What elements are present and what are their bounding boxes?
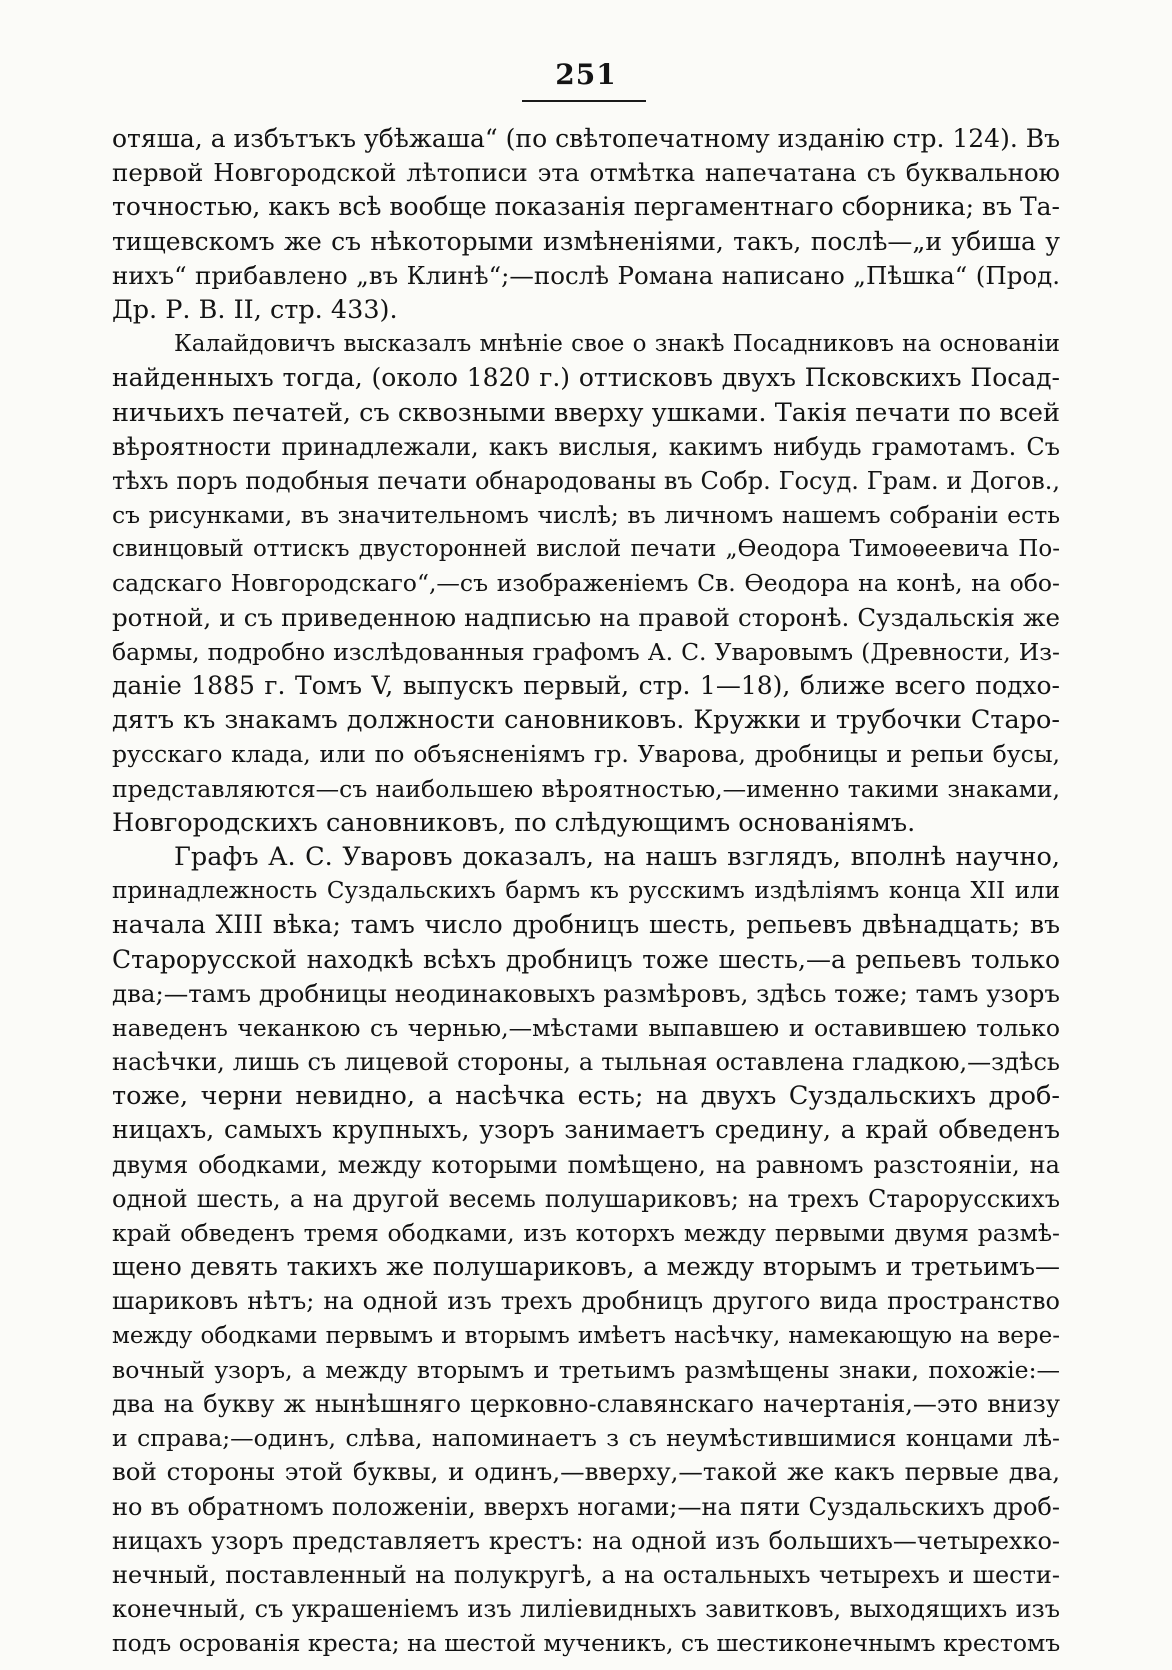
text-line: наведенъ чеканкою съ чернью,—мѣстами выпавшею и оставившею только bbox=[112, 1013, 1060, 1042]
text-line: Графъ А. С. Уваровъ доказалъ, на нашъ взглядъ, вполнѣ научно, bbox=[174, 841, 1060, 872]
text-line: нечный, поставленный на полукругѣ, а на остальныхъ четырехъ и шести- bbox=[112, 1560, 1060, 1589]
text-line: одной шесть, а на другой весемь полушариковъ; на трехъ Старорусскихъ bbox=[112, 1184, 1060, 1213]
text-line: вой стороны этой буквы, и одинъ,—вверху,—такой же какъ первые два, bbox=[112, 1457, 1060, 1487]
text-line: насѣчки, лишь съ лицевой стороны, а тыльная оставлена гладкою,—здѣсь bbox=[112, 1048, 1060, 1077]
text-line: съ рисунками, въ значительномъ числѣ; въ личномъ нашемъ собраніи есть bbox=[112, 501, 1060, 530]
page-number: 251 bbox=[555, 58, 617, 91]
text-line: вочный узоръ, а между вторымъ и третьимъ размѣщены знаки, похожіе:— bbox=[112, 1355, 1060, 1384]
text-line: даніе 1885 г. Томъ V, выпускъ первый, стр. 1—18), ближе всего подхо- bbox=[112, 671, 1060, 700]
text-line: принадлежность Суздальскихъ бармъ къ русскимъ издѣліямъ конца XII или bbox=[112, 878, 1060, 905]
text-line: вѣроятности принадлежали, какъ вислыя, какимъ нибудь грамотамъ. Съ bbox=[112, 432, 1060, 461]
text-line: бармы, подробно изслѣдованныя графомъ А. С. Уваровымъ (Древности, Из- bbox=[112, 637, 1060, 666]
text-line: ницахъ узоръ представляетъ крестъ: на одной изъ большихъ—четырехко- bbox=[112, 1526, 1060, 1555]
text-line: ротной, и съ приведенною надписью на правой сторонѣ. Суздальскія же bbox=[112, 602, 1060, 632]
text-line: дятъ къ знакамъ должности сановниковъ. Кружки и трубочки Старо- bbox=[112, 705, 1060, 736]
body-text bbox=[112, 122, 1060, 1660]
text-line: но въ обратномъ положеніи, вверхъ ногами;—на пяти Суздальскихъ дроб- bbox=[112, 1492, 1060, 1521]
text-line: представляются—съ наибольшею вѣроятностью,—именно такими знаками, bbox=[112, 774, 1060, 803]
text-line: два;—тамъ дробницы неодинаковыхъ размѣровъ, здѣсь тоже; тамъ узоръ bbox=[112, 978, 1060, 1008]
text-line: Др. Р. В. II, стр. 433). bbox=[112, 294, 398, 325]
text-line: конечный, съ украшеніемъ изъ лиліевидныхъ завитковъ, выходящихъ изъ bbox=[112, 1595, 1060, 1624]
text-line: садскаго Новгородскаго“,—съ изображеніемъ Св. Ѳеодора на конѣ, на обо- bbox=[112, 569, 1060, 598]
text-line: нихъ“ прибавлено „въ Клинѣ“;—послѣ Романа написано „Пѣшка“ (Прод. bbox=[112, 260, 1060, 290]
text-line: первой Новгородской лѣтописи эта отмѣтка напечатана съ буквальною bbox=[112, 158, 1060, 188]
page-number-rule bbox=[522, 100, 646, 102]
text-line: двумя ободками, между которыми помѣщено, на равномъ разстояніи, на bbox=[112, 1150, 1060, 1179]
text-line: ницахъ, самыхъ крупныхъ, узоръ занимаетъ средину, а край обведенъ bbox=[112, 1115, 1060, 1145]
text-line: отяша, а избътъкъ убѣжаша“ (по свѣтопечатному изданію стр. 124). Въ bbox=[112, 124, 1060, 153]
text-line: ничьихъ печатей, съ сквозными вверху ушками. Такія печати по всей bbox=[112, 397, 1060, 428]
text-line: Старорусской находкѣ всѣхъ дробницъ тоже шесть,—а репьевъ только bbox=[112, 944, 1060, 974]
text-line: тоже, черни невидно, а насѣчка есть; на двухъ Суздальскихъ дроб- bbox=[112, 1081, 1060, 1112]
text-line: начала XIII вѣка; тамъ число дробницъ шесть, репьевъ двѣнадцать; въ bbox=[112, 910, 1060, 940]
text-line: и справа;—одинъ, слѣва, напоминаетъ з съ неумѣстившимися концами лѣ- bbox=[112, 1424, 1060, 1453]
text-line: тищевскомъ же съ нѣкоторыми измѣненіями, такъ, послѣ—„и убиша у bbox=[112, 226, 1060, 256]
text-line: русскаго клада, или по объясненіямъ гр. Уварова, дробницы и репьи бусы, bbox=[112, 740, 1060, 769]
text-line: два на букву ж нынѣшняго церковно-славянскаго начертанія,—это внизу bbox=[112, 1389, 1060, 1418]
text-line: между ободками первымъ и вторымъ имѣетъ насѣчку, намекающую на вере- bbox=[112, 1322, 1060, 1349]
text-line: шариковъ нѣтъ; на одной изъ трехъ дробницъ другого вида пространство bbox=[112, 1287, 1060, 1316]
text-line: Новгородскихъ сановниковъ, по слѣдующимъ основаніямъ. bbox=[112, 807, 916, 838]
text-line: тѣхъ поръ подобныя печати обнародованы въ Собр. Госуд. Грам. и Догов., bbox=[112, 466, 1060, 495]
text-line: подъ осрованія креста; на шестой мученикъ, съ шестиконечнымъ крестомъ bbox=[112, 1629, 1060, 1658]
text-line: найденныхъ тогда, (около 1820 г.) оттисковъ двухъ Псковскихъ Посад- bbox=[112, 363, 1060, 393]
text-line: щено девять такихъ же полушариковъ, а между вторымъ и третьимъ— bbox=[112, 1252, 1060, 1282]
text-line: точностью, какъ вcѣ вообще показанія пергаментнаго сборника; въ Та- bbox=[112, 192, 1060, 222]
text-line: свинцовый оттискъ двусторонней вислой печати „Ѳеодора Тимоѳеевича По- bbox=[112, 536, 1060, 563]
text-line: Калайдовичъ высказалъ мнѣніе свое о знакѣ Посадниковъ на основаніи bbox=[174, 331, 1060, 358]
text-line: край обведенъ тремя ободками, изъ которхъ между первыми двумя размѣ- bbox=[112, 1219, 1060, 1247]
